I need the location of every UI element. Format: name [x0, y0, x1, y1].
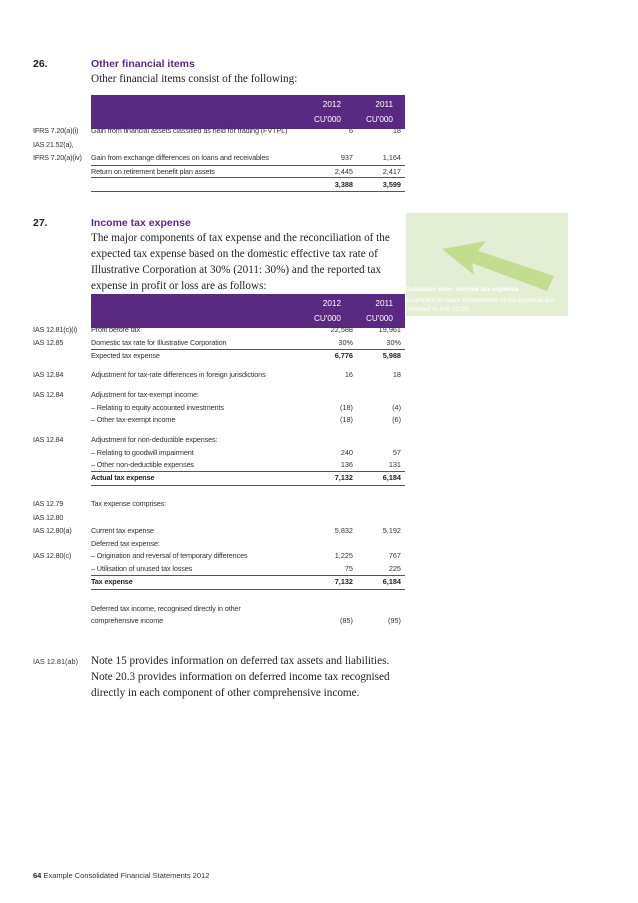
closing-line: directly in each component of other comprehensive income.: [91, 687, 360, 699]
table-row: [33, 152, 405, 164]
intro-line: expense in profit or loss are as follows:: [91, 280, 267, 292]
value-2011: 767: [388, 551, 401, 560]
row-label: Tax expense comprises:: [91, 499, 166, 508]
row-label: Actual tax expense: [91, 473, 155, 482]
divider: [91, 191, 405, 192]
table-row-subtotal: [33, 350, 405, 362]
year-2012: 2012: [322, 299, 341, 308]
table-row: [33, 414, 405, 426]
intro-line: expected tax expense based on the domestic effective tax rate of: [91, 248, 378, 260]
ias-reference: IAS 12.79: [33, 499, 64, 508]
value-2012: 75: [344, 564, 353, 573]
row-label: – Other tax-exempt income: [91, 415, 176, 424]
value-2012: 2,445: [334, 167, 353, 176]
value-2011: 18: [392, 370, 401, 379]
row-label: Adjustment for tax-rate differences in foreign jurisdictions: [91, 370, 266, 379]
table-row-total: [33, 179, 405, 191]
ias-reference: IAS 12.80(c): [33, 551, 72, 560]
value-2011: 30%: [386, 338, 401, 347]
row-label: Gain from exchange differences on loans and receivables: [91, 153, 269, 162]
note-26-table-header: [91, 95, 405, 129]
table-row: [33, 525, 405, 537]
note-27-number: 27.: [33, 217, 48, 229]
closing-paragraph: [91, 653, 390, 701]
year-2012: 2012: [322, 100, 341, 109]
unit-2012: CU'000: [313, 115, 341, 124]
table-row: [33, 538, 405, 550]
closing-line: Note 20.3 provides information on deferred income tax recognised: [91, 671, 390, 683]
value-2012: 3,388: [334, 180, 353, 189]
row-label: Adjustment for tax-exempt income:: [91, 390, 199, 399]
row-label: Return on retirement benefit plan assets: [91, 167, 215, 176]
table-row: [33, 550, 405, 562]
note-27-table-header: [91, 294, 405, 328]
value-2011: 6,184: [382, 577, 401, 586]
value-2012: 937: [340, 153, 353, 162]
value-2011: 19,961: [378, 325, 401, 334]
row-label: Deferred tax income, recognised directly in other: [91, 604, 241, 613]
unit-2011: CU'000: [365, 115, 393, 124]
value-2012: 30%: [338, 338, 353, 347]
note-27-title: Income tax expense: [91, 217, 191, 229]
ifrs-reference: IAS 21.52(a),: [33, 140, 74, 149]
value-2012: (18): [340, 415, 353, 424]
row-label: – Utilisation of unused tax losses: [91, 564, 193, 573]
value-2012: 136: [340, 460, 353, 469]
note-26-number: 26.: [33, 58, 48, 70]
row-label: – Relating to equity accounted investments: [91, 403, 224, 412]
table-row: [33, 139, 405, 151]
table-row-total: [33, 472, 405, 484]
value-2011: 1,164: [382, 153, 401, 162]
row-label: – Origination and reversal of temporary differences: [91, 551, 248, 560]
value-2012: 240: [340, 448, 353, 457]
closing-reference: IAS 12.81(ab): [33, 657, 79, 666]
value-2012: 5,832: [334, 526, 353, 535]
ias-reference: IAS 12.81(c)(i): [33, 325, 78, 334]
value-2011: 5,988: [382, 351, 401, 360]
table-row: [33, 563, 405, 575]
value-2012: (18): [340, 403, 353, 412]
table-row: [33, 324, 405, 336]
value-2011: 6,184: [382, 473, 401, 482]
row-label: Deferred tax expense:: [91, 539, 160, 548]
table-row: [33, 459, 405, 471]
ias-reference: IAS 12.80: [33, 513, 64, 522]
year-2011: 2011: [375, 100, 393, 109]
value-2011: (6): [392, 415, 401, 424]
value-2012: 6: [348, 126, 353, 135]
ias-reference: IAS 12.84: [33, 435, 64, 444]
intro-line: The major components of tax expense and the reconciliation of the: [91, 232, 390, 244]
value-2011: 57: [392, 448, 401, 457]
divider: [91, 589, 405, 590]
value-2012: 22,588: [330, 325, 353, 334]
value-2011: (4): [392, 403, 401, 412]
table-row: [33, 389, 405, 401]
ias-reference: IAS 12.80(a): [33, 526, 72, 535]
value-2012: 16: [344, 370, 353, 379]
ias-reference: IAS 12.84: [33, 390, 64, 399]
value-2011: 225: [388, 564, 401, 573]
row-label: Current tax expense: [91, 526, 154, 535]
table-row: [33, 603, 405, 615]
value-2012: 7,132: [334, 473, 353, 482]
table-row: [33, 337, 405, 349]
table-row: [33, 125, 405, 137]
row-label: Adjustment for non-deductible expenses:: [91, 435, 218, 444]
ias-reference: IAS 12.84: [33, 370, 64, 379]
closing-line: Note 15 provides information on deferred tax assets and liabilities.: [91, 655, 390, 667]
value-2011: 3,599: [382, 180, 401, 189]
value-2012: 6,776: [334, 351, 353, 360]
note-26-intro: Other financial items consist of the following:: [91, 73, 298, 85]
table-row: [33, 369, 405, 381]
ifrs-reference: IFRS 7.20(a)(i): [33, 126, 79, 135]
unit-2011: CU'000: [365, 314, 393, 323]
row-label: Gain from financial assets classified as held for trading (FVTPL): [91, 126, 288, 135]
value-2011: 5,192: [382, 526, 401, 535]
value-2012: 7,132: [334, 577, 353, 586]
table-row: [33, 402, 405, 414]
footer-title: Example Consolidated Financial Statements 2012: [43, 871, 210, 880]
row-label: Domestic tax rate for Illustrative Corporation: [91, 338, 227, 347]
guidance-text: Examples of major components of tax expense are included in IAS 12.80.: [406, 297, 555, 313]
value-2011: 131: [388, 460, 401, 469]
ifrs-reference: IFRS 7.20(a)(iv): [33, 153, 82, 162]
table-row-total: [33, 576, 405, 588]
table-row: [33, 498, 405, 510]
row-label: Expected tax expense: [91, 351, 160, 360]
value-2011: 18: [392, 126, 401, 135]
row-label: comprehensive income: [91, 616, 164, 625]
intro-line: Illustrative Corporation at 30% (2011: 30%) and the reported tax: [91, 264, 382, 276]
note-27-intro: [91, 230, 390, 294]
divider: [91, 177, 405, 178]
guidance-title: Guidance note: Income tax expense: [406, 286, 519, 293]
value-2012: 1,225: [334, 551, 353, 560]
row-label: Profit before tax: [91, 325, 140, 334]
row-label: Tax expense: [91, 577, 133, 586]
value-2011: (95): [388, 616, 401, 625]
page-footer: [33, 871, 209, 880]
row-label: – Other non-deductible expenses: [91, 460, 194, 469]
year-2011: 2011: [375, 299, 393, 308]
table-row: [33, 447, 405, 459]
table-row: [33, 615, 405, 627]
divider: [91, 485, 405, 486]
value-2011: 2,417: [382, 167, 401, 176]
note-26-title: Other financial items: [91, 58, 195, 70]
table-row: [33, 434, 405, 446]
row-label: – Relating to goodwill impairment: [91, 448, 194, 457]
unit-2012: CU'000: [313, 314, 341, 323]
page-number: 64: [33, 871, 42, 880]
ias-reference: IAS 12.85: [33, 338, 64, 347]
table-row: [33, 512, 405, 524]
value-2012: (85): [340, 616, 353, 625]
